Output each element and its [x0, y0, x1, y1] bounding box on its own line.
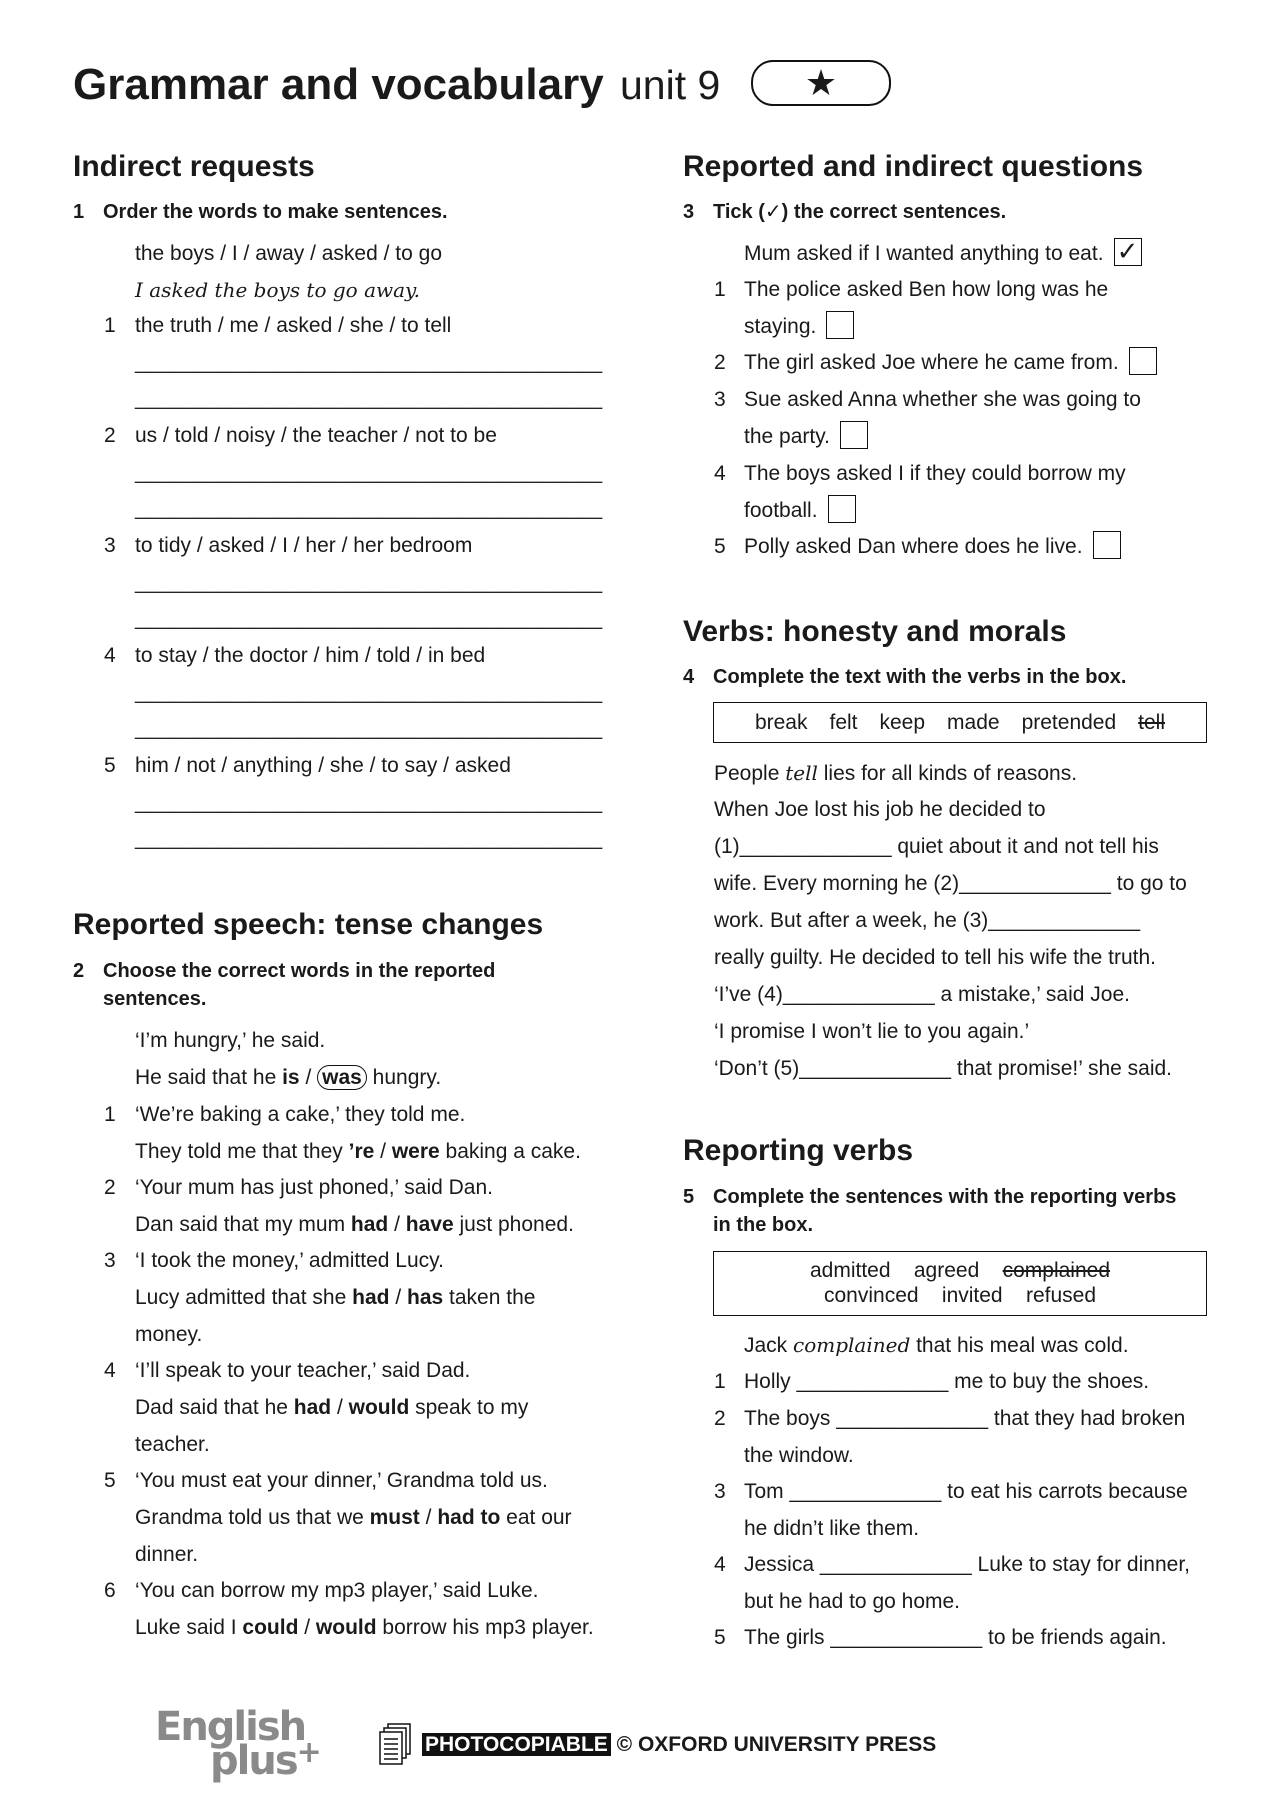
- word-box-item: invited: [941, 1284, 1003, 1307]
- item-sentence-cont: [744, 497, 856, 525]
- text-line-gap[interactable]: wife. Every morning he (2)_____________ to go to: [714, 872, 1187, 895]
- option-b-circled[interactable]: was: [317, 1065, 367, 1090]
- option-a[interactable]: ’re: [348, 1140, 375, 1163]
- section-heading-reported-speech: Reported speech: tense changes: [73, 908, 544, 941]
- item-prompt: to tidy / asked / I / her / her bedroom: [135, 534, 473, 557]
- item-number: 5: [714, 1626, 726, 1649]
- tick-box[interactable]: [828, 495, 856, 523]
- exercise-number: 3: [683, 201, 695, 223]
- page-title: Grammar and vocabulary: [73, 60, 604, 109]
- text-line: [714, 759, 1254, 796]
- item-quote: ‘I’ll speak to your teacher,’ said Dad.: [135, 1359, 471, 1382]
- option-a[interactable]: must: [369, 1506, 420, 1529]
- item-number: 2: [104, 424, 116, 447]
- item-number: 5: [714, 535, 726, 558]
- answer-line[interactable]: ________________________________________: [135, 607, 603, 630]
- item-sentence: [744, 349, 1157, 377]
- list-item: [714, 349, 1274, 386]
- instruction-text: Complete the sentences with the reporting verbs: [713, 1186, 1177, 1208]
- instruction-text: sentences.: [103, 988, 207, 1010]
- exercise-number: 2: [73, 960, 85, 982]
- option-b[interactable]: were: [391, 1140, 440, 1163]
- sentence-text: borrow his mp3 player.: [376, 1616, 594, 1639]
- exercise-number: 5: [683, 1186, 695, 1208]
- word-box: [713, 702, 1207, 743]
- word-box-item: refused: [1025, 1284, 1096, 1307]
- logo-plus: +: [296, 1735, 320, 1770]
- text-line-gap[interactable]: ‘I’ve (4)_____________ a mistake,’ said Joe.: [714, 983, 1130, 1006]
- sentence-text: Luke said I: [135, 1616, 243, 1639]
- item-sentence: [135, 1284, 535, 1312]
- word-box-item: break: [754, 710, 808, 734]
- item-number: 6: [104, 1579, 116, 1602]
- sentence-text: He said that he: [135, 1066, 283, 1089]
- list-item: [714, 460, 1274, 533]
- example-quote: ‘I’m hungry,’ he said.: [135, 1029, 326, 1052]
- answer-line[interactable]: ________________________________________: [135, 791, 603, 814]
- item-sentence: [135, 1614, 594, 1642]
- example-answer: I asked the boys to go away.: [135, 278, 421, 302]
- list-item: [104, 1467, 624, 1577]
- text-line-gap[interactable]: ‘Don’t (5)_____________ that promise!’ she said.: [714, 1057, 1173, 1080]
- exercise-4-text: [714, 759, 1254, 1092]
- sentence-text: Dan said that my mum: [135, 1213, 351, 1236]
- item-sentence: [135, 1504, 572, 1532]
- sentence-text: Mum asked if I wanted anything to eat.: [744, 242, 1104, 265]
- option-b[interactable]: has: [407, 1286, 444, 1309]
- list-item: [104, 422, 604, 532]
- difficulty-badge: [751, 60, 891, 106]
- text-line: When Joe lost his job he decided to: [714, 798, 1046, 821]
- option-separator: /: [388, 1213, 406, 1236]
- item-sentence: [135, 1394, 528, 1422]
- item-number: 1: [104, 314, 116, 337]
- list-item: [104, 752, 604, 862]
- option-a[interactable]: had: [293, 1396, 332, 1419]
- sentence-text: baking a cake.: [439, 1140, 581, 1163]
- sentence-text: lies for all kinds of reasons.: [817, 762, 1078, 785]
- sentence-text: speak to my: [409, 1396, 529, 1419]
- item-sentence: The boys asked I if they could borrow my: [744, 462, 1126, 485]
- instruction-text: Tick (✓) the correct sentences.: [713, 201, 1007, 223]
- word-box-item: made: [947, 710, 1000, 734]
- list-item: [104, 312, 604, 422]
- item-sentence-cont: [744, 313, 854, 341]
- answer-line[interactable]: ________________________________________: [135, 461, 603, 484]
- item-number: 3: [714, 388, 726, 411]
- option-b[interactable]: have: [405, 1213, 454, 1236]
- example-sentence: [744, 236, 1142, 268]
- item-prompt: him / not / anything / she / to say / asked: [135, 754, 511, 777]
- exercise-3-items: [714, 276, 1274, 570]
- sentence-text: staying.: [744, 315, 817, 338]
- item-sentence-cont: but he had to go home.: [744, 1590, 960, 1613]
- instruction-text: Complete the text with the verbs in the box.: [713, 666, 1127, 688]
- item-number: 1: [714, 1370, 726, 1393]
- list-item: [714, 1405, 1274, 1478]
- list-item: [104, 1357, 624, 1467]
- exercise-5-instruction: [683, 1183, 1243, 1239]
- exercise-number: 1: [73, 201, 85, 223]
- unit-label: unit 9: [620, 62, 721, 108]
- sentence-text: Polly asked Dan where does he live.: [744, 535, 1083, 558]
- exercise-1-instruction: [73, 198, 633, 226]
- item-number: 3: [104, 1249, 116, 1272]
- word-box-item: felt: [829, 710, 858, 734]
- list-item: [714, 276, 1274, 349]
- publisher-text: © OXFORD UNIVERSITY PRESS: [610, 1733, 937, 1756]
- instruction-text: Order the words to make sentences.: [103, 201, 448, 223]
- exercise-1-items: [104, 312, 604, 862]
- sentence-text: eat our: [500, 1506, 572, 1529]
- item-number: 3: [104, 534, 116, 557]
- option-separator: /: [299, 1066, 318, 1089]
- item-sentence: Sue asked Anna whether she was going to: [744, 388, 1141, 411]
- sentence-text: The girl asked Joe where he came from.: [744, 351, 1119, 374]
- item-sentence: [135, 1138, 581, 1166]
- option-b[interactable]: had to: [437, 1506, 501, 1529]
- item-number: 1: [104, 1103, 116, 1126]
- example-prompt: the boys / I / away / asked / to go: [135, 242, 443, 265]
- item-sentence-cont: he didn’t like them.: [744, 1517, 920, 1540]
- option-b[interactable]: would: [348, 1396, 410, 1419]
- item-number: 1: [714, 278, 726, 301]
- example-sentence: [135, 1064, 441, 1092]
- list-item: [714, 386, 1274, 460]
- option-separator: /: [374, 1140, 392, 1163]
- sentence-text: that his meal was cold.: [910, 1334, 1129, 1357]
- tick-box-checked[interactable]: ✓: [1114, 238, 1142, 266]
- item-number: 2: [104, 1176, 116, 1199]
- tick-box[interactable]: [1093, 531, 1121, 559]
- item-sentence-cont: the window.: [744, 1444, 854, 1467]
- sentence-text: People: [714, 762, 786, 785]
- word-box-item: agreed: [913, 1259, 980, 1282]
- instruction-text: in the box.: [713, 1214, 813, 1236]
- example-answer: complained: [793, 1333, 911, 1357]
- tick-box[interactable]: [826, 311, 854, 339]
- logo-text: [210, 1735, 320, 1784]
- answer-line[interactable]: ________________________________________: [135, 497, 603, 520]
- item-sentence[interactable]: The girls _____________ to be friends again.: [744, 1626, 1167, 1649]
- item-quote: ‘Your mum has just phoned,’ said Dan.: [135, 1176, 493, 1199]
- item-number: 2: [714, 1407, 726, 1430]
- sentence-text: Dad said that he: [135, 1396, 294, 1419]
- star-icon: ★: [804, 62, 838, 103]
- list-item: [104, 1174, 624, 1247]
- item-sentence[interactable]: Jessica _____________ Luke to stay for dinner,: [744, 1553, 1190, 1576]
- option-separator: /: [331, 1396, 349, 1419]
- section-heading-reported-questions: Reported and indirect questions: [683, 150, 1144, 183]
- word-box-item: convinced: [824, 1284, 919, 1307]
- answer-line[interactable]: ________________________________________: [135, 387, 603, 410]
- answer-line[interactable]: ________________________________________: [135, 351, 603, 374]
- list-item: [104, 1577, 624, 1650]
- exercise-number: 4: [683, 666, 695, 688]
- example-sentence: [744, 1331, 1129, 1360]
- logo-text: plus: [210, 1738, 297, 1784]
- option-separator: /: [419, 1506, 438, 1529]
- item-sentence[interactable]: Holly _____________ me to buy the shoes.: [744, 1370, 1150, 1393]
- item-sentence: [135, 1211, 574, 1239]
- exercise-2-items: [104, 1101, 624, 1650]
- item-quote: ‘I took the money,’ admitted Lucy.: [135, 1249, 444, 1272]
- copyright-line: [422, 1733, 936, 1757]
- sentence-text: Grandma told us that we: [135, 1506, 370, 1529]
- item-number: 4: [714, 462, 726, 485]
- text-line-gap[interactable]: (1)_____________ quiet about it and not tell his: [714, 835, 1159, 858]
- section-heading-verbs-honesty: Verbs: honesty and morals: [683, 615, 1067, 648]
- item-sentence-cont: [744, 423, 868, 451]
- item-number: 4: [714, 1553, 726, 1576]
- sentence-text: hungry.: [366, 1066, 442, 1089]
- answer-line[interactable]: ________________________________________: [135, 717, 603, 740]
- example-answer: tell: [785, 761, 818, 785]
- tick-box[interactable]: [1129, 347, 1157, 375]
- instruction-text: Choose the correct words in the reported: [103, 960, 496, 982]
- exercise-5-items: [714, 1368, 1274, 1661]
- exercise-2-instruction: [73, 957, 633, 1013]
- word-box-row: [714, 1283, 1206, 1308]
- text-line-gap[interactable]: work. But after a week, he (3)_____________: [714, 909, 1141, 932]
- list-item: [104, 532, 604, 642]
- answer-line[interactable]: ________________________________________: [135, 681, 603, 704]
- sentence-text: just phoned.: [453, 1213, 574, 1236]
- list-item: [714, 1478, 1274, 1551]
- item-sentence: The police asked Ben how long was he: [744, 278, 1109, 301]
- option-a[interactable]: is: [282, 1066, 300, 1089]
- item-sentence: [744, 533, 1121, 561]
- list-item: [714, 533, 1274, 570]
- option-a[interactable]: had: [352, 1286, 390, 1309]
- word-box-item: admitted: [809, 1259, 891, 1282]
- item-sentence-cont: teacher.: [135, 1433, 210, 1456]
- item-sentence[interactable]: Tom _____________ to eat his carrots because: [744, 1480, 1188, 1503]
- list-item: [714, 1624, 1274, 1661]
- item-prompt: the truth / me / asked / she / to tell: [135, 314, 452, 337]
- tick-box[interactable]: [840, 421, 868, 449]
- item-prompt: to stay / the doctor / him / told / in bed: [135, 644, 486, 667]
- item-sentence-cont: money.: [135, 1323, 203, 1346]
- item-number: 2: [714, 351, 726, 374]
- list-item: [714, 1368, 1274, 1405]
- option-a[interactable]: could: [242, 1616, 299, 1639]
- sentence-text: taken the: [443, 1286, 536, 1309]
- item-quote: ‘You must eat your dinner,’ Grandma told us.: [135, 1469, 548, 1492]
- word-box: [713, 1251, 1207, 1316]
- option-b[interactable]: would: [315, 1616, 377, 1639]
- word-box-row: [714, 1258, 1206, 1283]
- word-box-item-used: complained: [1002, 1259, 1111, 1282]
- list-item: [714, 1551, 1274, 1624]
- list-item: [104, 1247, 624, 1357]
- logo-text: English: [155, 1704, 306, 1750]
- item-quote: ‘You can borrow my mp3 player,’ said Luke.: [135, 1579, 539, 1602]
- english-plus-logo: [155, 1704, 320, 1784]
- item-number: 4: [104, 644, 116, 667]
- text-line: really guilty. He decided to tell his wife the truth.: [714, 946, 1156, 969]
- list-item: [104, 1101, 624, 1174]
- item-sentence[interactable]: The boys _____________ that they had broken: [744, 1407, 1186, 1430]
- exercise-3-instruction: [683, 198, 1243, 226]
- item-prompt: us / told / noisy / the teacher / not to be: [135, 424, 497, 447]
- item-number: 4: [104, 1359, 116, 1382]
- list-item: [104, 642, 604, 752]
- item-number: 5: [104, 1469, 116, 1492]
- option-a[interactable]: had: [350, 1213, 389, 1236]
- photocopy-icon: [378, 1723, 412, 1767]
- exercise-4-instruction: [683, 663, 1243, 691]
- item-quote: ‘We’re baking a cake,’ they told me.: [135, 1103, 466, 1126]
- item-number: 5: [104, 754, 116, 777]
- section-heading-indirect-requests: Indirect requests: [73, 150, 315, 183]
- text-line: ‘I promise I won’t lie to you again.’: [714, 1020, 1030, 1043]
- sentence-text: They told me that they: [135, 1140, 349, 1163]
- item-number: 3: [714, 1480, 726, 1503]
- word-box-item-used: tell: [1138, 710, 1166, 734]
- option-separator: /: [298, 1616, 316, 1639]
- answer-line[interactable]: ________________________________________: [135, 827, 603, 850]
- sentence-text: Jack: [744, 1334, 794, 1357]
- word-box-item: pretended: [1021, 710, 1117, 734]
- word-box-item: keep: [879, 710, 926, 734]
- section-heading-reporting-verbs: Reporting verbs: [683, 1134, 914, 1167]
- photocopiable-label: PHOTOCOPIABLE: [422, 1733, 611, 1756]
- answer-line[interactable]: ________________________________________: [135, 571, 603, 594]
- option-separator: /: [389, 1286, 407, 1309]
- sentence-text: the party.: [744, 425, 830, 448]
- sentence-text: football.: [744, 499, 818, 522]
- sentence-text: Lucy admitted that she: [135, 1286, 353, 1309]
- item-sentence-cont: dinner.: [135, 1543, 199, 1566]
